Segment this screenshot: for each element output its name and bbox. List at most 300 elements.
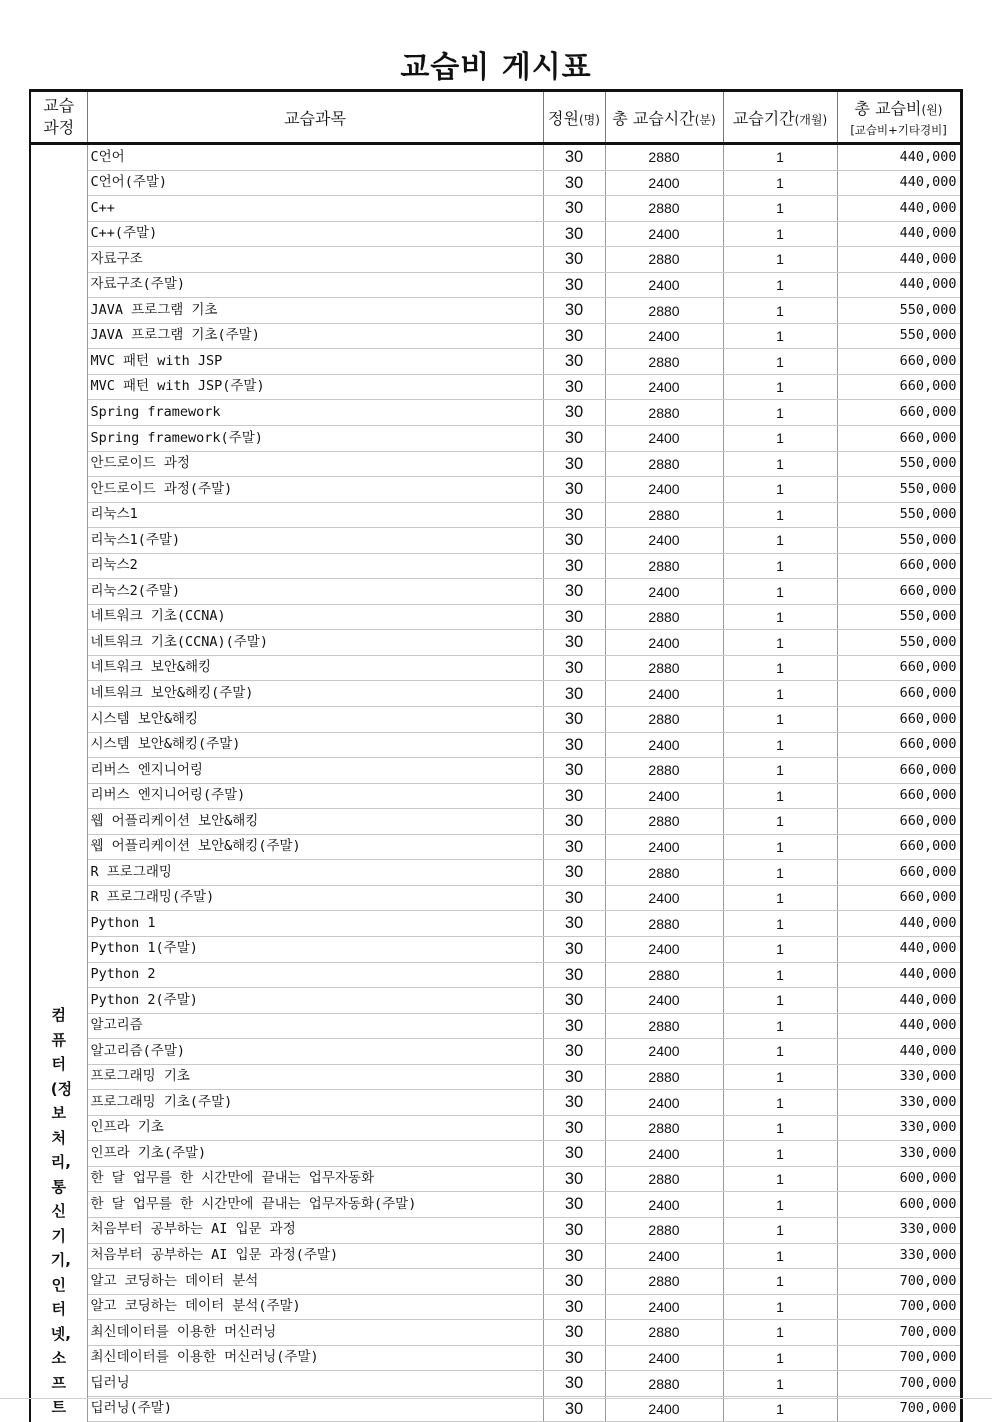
fee-value: 440,000 bbox=[837, 1013, 961, 1039]
capacity-value: 30 bbox=[543, 1345, 605, 1371]
table-row bbox=[30, 1320, 961, 1346]
fee-value: 660,000 bbox=[837, 426, 961, 452]
period-value: 1 bbox=[723, 936, 837, 962]
capacity-value: 30 bbox=[543, 809, 605, 835]
total-time-value: 2880 bbox=[605, 247, 723, 273]
header-category: 교습과정 bbox=[30, 91, 87, 144]
capacity-value: 30 bbox=[543, 1192, 605, 1218]
table-row bbox=[30, 144, 961, 171]
total-time-value: 2880 bbox=[605, 655, 723, 681]
capacity-value: 30 bbox=[543, 655, 605, 681]
table-row bbox=[30, 707, 961, 733]
table-row bbox=[30, 885, 961, 911]
total-time-value: 2400 bbox=[605, 528, 723, 554]
fee-value: 440,000 bbox=[837, 272, 961, 298]
capacity-value: 30 bbox=[543, 1039, 605, 1065]
course-name: 시스템 보안&해킹 bbox=[87, 707, 543, 733]
course-name: 프로그래밍 기초 bbox=[87, 1064, 543, 1090]
total-time-value: 2880 bbox=[605, 451, 723, 477]
capacity-value: 30 bbox=[543, 1166, 605, 1192]
table-row bbox=[30, 630, 961, 656]
period-value: 1 bbox=[723, 604, 837, 630]
table-row bbox=[30, 374, 961, 400]
fee-value: 660,000 bbox=[837, 783, 961, 809]
capacity-value: 30 bbox=[543, 1243, 605, 1269]
total-time-value: 2400 bbox=[605, 732, 723, 758]
total-time-value: 2880 bbox=[605, 758, 723, 784]
period-value: 1 bbox=[723, 834, 837, 860]
header-capacity: 정원(명) bbox=[543, 91, 605, 144]
table-row bbox=[30, 349, 961, 375]
period-value: 1 bbox=[723, 860, 837, 886]
total-time-value: 2880 bbox=[605, 707, 723, 733]
fee-value: 660,000 bbox=[837, 809, 961, 835]
total-time-value: 2400 bbox=[605, 477, 723, 503]
category-label: 컴퓨터(정보처리,통신기기,인터넷,소프트 bbox=[50, 1006, 73, 1417]
fee-value: 330,000 bbox=[837, 1243, 961, 1269]
total-time-value: 2880 bbox=[605, 1269, 723, 1295]
fee-value: 700,000 bbox=[837, 1396, 961, 1422]
course-name: C언어 bbox=[87, 144, 543, 171]
period-value: 1 bbox=[723, 988, 837, 1014]
fee-value: 550,000 bbox=[837, 323, 961, 349]
fee-value: 660,000 bbox=[837, 349, 961, 375]
table-row bbox=[30, 1039, 961, 1065]
header-fee: 총 교습비(원) [교습비+기타경비] bbox=[837, 91, 961, 144]
course-name: C++ bbox=[87, 196, 543, 222]
fee-value: 550,000 bbox=[837, 528, 961, 554]
table-row bbox=[30, 604, 961, 630]
total-time-value: 2880 bbox=[605, 400, 723, 426]
capacity-value: 30 bbox=[543, 144, 605, 171]
course-name: 처음부터 공부하는 AI 입문 과정 bbox=[87, 1217, 543, 1243]
fee-value: 700,000 bbox=[837, 1345, 961, 1371]
course-name: JAVA 프로그램 기초 bbox=[87, 298, 543, 324]
total-time-value: 2880 bbox=[605, 1371, 723, 1397]
course-name: 알고 코딩하는 데이터 분석(주말) bbox=[87, 1294, 543, 1320]
category-cell bbox=[30, 144, 87, 1422]
total-time-value: 2880 bbox=[605, 1166, 723, 1192]
capacity-value: 30 bbox=[543, 707, 605, 733]
bottom-divider bbox=[0, 1398, 992, 1399]
header-total-time: 총 교습시간(분) bbox=[605, 91, 723, 144]
fee-value: 550,000 bbox=[837, 502, 961, 528]
total-time-value: 2400 bbox=[605, 1243, 723, 1269]
total-time-value: 2400 bbox=[605, 1294, 723, 1320]
fee-value: 660,000 bbox=[837, 732, 961, 758]
fee-value: 550,000 bbox=[837, 451, 961, 477]
fee-value: 440,000 bbox=[837, 196, 961, 222]
total-time-value: 2400 bbox=[605, 988, 723, 1014]
total-time-value: 2880 bbox=[605, 144, 723, 171]
capacity-value: 30 bbox=[543, 1269, 605, 1295]
capacity-value: 30 bbox=[543, 1217, 605, 1243]
total-time-value: 2400 bbox=[605, 579, 723, 605]
course-name: 리눅스2 bbox=[87, 553, 543, 579]
course-name: Python 1(주말) bbox=[87, 936, 543, 962]
course-name: 안드로이드 과정(주말) bbox=[87, 477, 543, 503]
period-value: 1 bbox=[723, 349, 837, 375]
capacity-value: 30 bbox=[543, 911, 605, 937]
table-row bbox=[30, 1217, 961, 1243]
total-time-value: 2880 bbox=[605, 349, 723, 375]
table-row bbox=[30, 426, 961, 452]
period-value: 1 bbox=[723, 553, 837, 579]
fee-value: 330,000 bbox=[837, 1141, 961, 1167]
period-value: 1 bbox=[723, 1090, 837, 1116]
total-time-value: 2880 bbox=[605, 911, 723, 937]
total-time-value: 2400 bbox=[605, 834, 723, 860]
period-value: 1 bbox=[723, 885, 837, 911]
course-name: 딥러닝(주말) bbox=[87, 1396, 543, 1422]
period-value: 1 bbox=[723, 630, 837, 656]
period-value: 1 bbox=[723, 502, 837, 528]
period-value: 1 bbox=[723, 783, 837, 809]
fee-value: 660,000 bbox=[837, 655, 961, 681]
course-name: 최신데이터를 이용한 머신러닝 bbox=[87, 1320, 543, 1346]
period-value: 1 bbox=[723, 809, 837, 835]
period-value: 1 bbox=[723, 1013, 837, 1039]
period-value: 1 bbox=[723, 1217, 837, 1243]
course-name: 리버스 엔지니어링(주말) bbox=[87, 783, 543, 809]
total-time-value: 2880 bbox=[605, 1064, 723, 1090]
fee-value: 440,000 bbox=[837, 144, 961, 171]
fee-value: 660,000 bbox=[837, 400, 961, 426]
table-row bbox=[30, 1243, 961, 1269]
table-row bbox=[30, 553, 961, 579]
total-time-value: 2880 bbox=[605, 298, 723, 324]
capacity-value: 30 bbox=[543, 630, 605, 656]
table-row bbox=[30, 247, 961, 273]
fee-value: 440,000 bbox=[837, 221, 961, 247]
table-body bbox=[30, 144, 961, 1422]
period-value: 1 bbox=[723, 272, 837, 298]
total-time-value: 2400 bbox=[605, 1141, 723, 1167]
table-row bbox=[30, 1064, 961, 1090]
header-period: 교습기간(개월) bbox=[723, 91, 837, 144]
course-name: 리눅스1(주말) bbox=[87, 528, 543, 554]
fee-value: 660,000 bbox=[837, 681, 961, 707]
course-name: Python 1 bbox=[87, 911, 543, 937]
capacity-value: 30 bbox=[543, 528, 605, 554]
total-time-value: 2400 bbox=[605, 426, 723, 452]
course-name: 네트워크 기초(CCNA)(주말) bbox=[87, 630, 543, 656]
course-name: Python 2(주말) bbox=[87, 988, 543, 1014]
capacity-value: 30 bbox=[543, 962, 605, 988]
fee-value: 660,000 bbox=[837, 885, 961, 911]
table-row bbox=[30, 783, 961, 809]
period-value: 1 bbox=[723, 298, 837, 324]
fee-value: 700,000 bbox=[837, 1320, 961, 1346]
fee-value: 700,000 bbox=[837, 1294, 961, 1320]
period-value: 1 bbox=[723, 400, 837, 426]
table-row bbox=[30, 1294, 961, 1320]
total-time-value: 2400 bbox=[605, 1192, 723, 1218]
total-time-value: 2880 bbox=[605, 962, 723, 988]
period-value: 1 bbox=[723, 1192, 837, 1218]
table-row bbox=[30, 936, 961, 962]
total-time-value: 2400 bbox=[605, 221, 723, 247]
capacity-value: 30 bbox=[543, 374, 605, 400]
table-row bbox=[30, 1371, 961, 1397]
fee-value: 660,000 bbox=[837, 553, 961, 579]
capacity-value: 30 bbox=[543, 298, 605, 324]
fee-value: 700,000 bbox=[837, 1269, 961, 1295]
table-row bbox=[30, 196, 961, 222]
capacity-value: 30 bbox=[543, 1013, 605, 1039]
total-time-value: 2880 bbox=[605, 1217, 723, 1243]
capacity-value: 30 bbox=[543, 885, 605, 911]
course-name: 인프라 기초 bbox=[87, 1115, 543, 1141]
course-name: C++(주말) bbox=[87, 221, 543, 247]
total-time-value: 2880 bbox=[605, 604, 723, 630]
table-row bbox=[30, 323, 961, 349]
course-name: 리눅스2(주말) bbox=[87, 579, 543, 605]
capacity-value: 30 bbox=[543, 1294, 605, 1320]
capacity-value: 30 bbox=[543, 834, 605, 860]
course-name: MVC 패턴 with JSP bbox=[87, 349, 543, 375]
fee-value: 550,000 bbox=[837, 477, 961, 503]
tuition-table bbox=[29, 89, 963, 1422]
course-name: 리눅스1 bbox=[87, 502, 543, 528]
table-row bbox=[30, 1166, 961, 1192]
course-name: 네트워크 기초(CCNA) bbox=[87, 604, 543, 630]
capacity-value: 30 bbox=[543, 1396, 605, 1422]
fee-value: 440,000 bbox=[837, 170, 961, 196]
fee-value: 440,000 bbox=[837, 247, 961, 273]
period-value: 1 bbox=[723, 732, 837, 758]
course-name: JAVA 프로그램 기초(주말) bbox=[87, 323, 543, 349]
period-value: 1 bbox=[723, 323, 837, 349]
period-value: 1 bbox=[723, 1320, 837, 1346]
table-row bbox=[30, 809, 961, 835]
table-row bbox=[30, 272, 961, 298]
table-header bbox=[30, 91, 961, 144]
course-name: 자료구조 bbox=[87, 247, 543, 273]
period-value: 1 bbox=[723, 681, 837, 707]
total-time-value: 2400 bbox=[605, 1090, 723, 1116]
course-name: 안드로이드 과정 bbox=[87, 451, 543, 477]
total-time-value: 2880 bbox=[605, 1115, 723, 1141]
capacity-value: 30 bbox=[543, 732, 605, 758]
fee-value: 550,000 bbox=[837, 630, 961, 656]
table-row bbox=[30, 298, 961, 324]
course-name: 최신데이터를 이용한 머신러닝(주말) bbox=[87, 1345, 543, 1371]
table-row bbox=[30, 1396, 961, 1422]
period-value: 1 bbox=[723, 655, 837, 681]
course-name: 처음부터 공부하는 AI 입문 과정(주말) bbox=[87, 1243, 543, 1269]
fee-value: 660,000 bbox=[837, 860, 961, 886]
table-row bbox=[30, 502, 961, 528]
total-time-value: 2400 bbox=[605, 272, 723, 298]
course-name: 한 달 업무를 한 시간만에 끝내는 업무자동화(주말) bbox=[87, 1192, 543, 1218]
table-row bbox=[30, 1192, 961, 1218]
total-time-value: 2880 bbox=[605, 1013, 723, 1039]
table-row bbox=[30, 860, 961, 886]
capacity-value: 30 bbox=[543, 553, 605, 579]
total-time-value: 2400 bbox=[605, 681, 723, 707]
fee-value: 440,000 bbox=[837, 911, 961, 937]
fee-value: 330,000 bbox=[837, 1217, 961, 1243]
course-name: 웹 어플리케이션 보안&해킹 bbox=[87, 809, 543, 835]
capacity-value: 30 bbox=[543, 936, 605, 962]
capacity-value: 30 bbox=[543, 783, 605, 809]
capacity-value: 30 bbox=[543, 477, 605, 503]
total-time-value: 2400 bbox=[605, 374, 723, 400]
period-value: 1 bbox=[723, 911, 837, 937]
period-value: 1 bbox=[723, 221, 837, 247]
table-row bbox=[30, 655, 961, 681]
period-value: 1 bbox=[723, 170, 837, 196]
period-value: 1 bbox=[723, 451, 837, 477]
course-name: 딥러닝 bbox=[87, 1371, 543, 1397]
capacity-value: 30 bbox=[543, 400, 605, 426]
course-name: Python 2 bbox=[87, 962, 543, 988]
capacity-value: 30 bbox=[543, 221, 605, 247]
total-time-value: 2400 bbox=[605, 1345, 723, 1371]
period-value: 1 bbox=[723, 1243, 837, 1269]
period-value: 1 bbox=[723, 1039, 837, 1065]
table-row bbox=[30, 1345, 961, 1371]
course-name: 프로그래밍 기초(주말) bbox=[87, 1090, 543, 1116]
table-row bbox=[30, 477, 961, 503]
period-value: 1 bbox=[723, 758, 837, 784]
course-name: 네트워크 보안&해킹(주말) bbox=[87, 681, 543, 707]
period-value: 1 bbox=[723, 1115, 837, 1141]
table-row bbox=[30, 988, 961, 1014]
fee-value: 440,000 bbox=[837, 962, 961, 988]
period-value: 1 bbox=[723, 144, 837, 171]
course-name: 자료구조(주말) bbox=[87, 272, 543, 298]
course-name: 한 달 업무를 한 시간만에 끝내는 업무자동화 bbox=[87, 1166, 543, 1192]
fee-value: 440,000 bbox=[837, 936, 961, 962]
table-row bbox=[30, 834, 961, 860]
total-time-value: 2400 bbox=[605, 323, 723, 349]
fee-value: 660,000 bbox=[837, 707, 961, 733]
capacity-value: 30 bbox=[543, 451, 605, 477]
total-time-value: 2400 bbox=[605, 936, 723, 962]
page-title: 교습비 게시표 bbox=[400, 50, 592, 85]
fee-value: 330,000 bbox=[837, 1090, 961, 1116]
table-row bbox=[30, 221, 961, 247]
table-row bbox=[30, 1115, 961, 1141]
course-name: 네트워크 보안&해킹 bbox=[87, 655, 543, 681]
period-value: 1 bbox=[723, 1064, 837, 1090]
period-value: 1 bbox=[723, 528, 837, 554]
fee-value: 660,000 bbox=[837, 834, 961, 860]
table-row bbox=[30, 681, 961, 707]
period-value: 1 bbox=[723, 1345, 837, 1371]
table-row bbox=[30, 579, 961, 605]
fee-value: 550,000 bbox=[837, 604, 961, 630]
table-row bbox=[30, 451, 961, 477]
total-time-value: 2400 bbox=[605, 170, 723, 196]
total-time-value: 2880 bbox=[605, 502, 723, 528]
fee-value: 330,000 bbox=[837, 1115, 961, 1141]
fee-value: 600,000 bbox=[837, 1192, 961, 1218]
course-name: Spring framework(주말) bbox=[87, 426, 543, 452]
capacity-value: 30 bbox=[543, 758, 605, 784]
period-value: 1 bbox=[723, 1269, 837, 1295]
course-name: MVC 패턴 with JSP(주말) bbox=[87, 374, 543, 400]
capacity-value: 30 bbox=[543, 1064, 605, 1090]
period-value: 1 bbox=[723, 1294, 837, 1320]
table-row bbox=[30, 962, 961, 988]
fee-value: 440,000 bbox=[837, 1039, 961, 1065]
capacity-value: 30 bbox=[543, 1320, 605, 1346]
capacity-value: 30 bbox=[543, 170, 605, 196]
table-row bbox=[30, 1269, 961, 1295]
course-name: 시스템 보안&해킹(주말) bbox=[87, 732, 543, 758]
capacity-value: 30 bbox=[543, 1141, 605, 1167]
course-name: R 프로그래밍 bbox=[87, 860, 543, 886]
total-time-value: 2880 bbox=[605, 196, 723, 222]
course-name: 알고리즘 bbox=[87, 1013, 543, 1039]
total-time-value: 2400 bbox=[605, 1396, 723, 1422]
table-row bbox=[30, 1141, 961, 1167]
fee-value: 700,000 bbox=[837, 1371, 961, 1397]
table-row bbox=[30, 1013, 961, 1039]
capacity-value: 30 bbox=[543, 604, 605, 630]
capacity-value: 30 bbox=[543, 247, 605, 273]
table-row bbox=[30, 758, 961, 784]
period-value: 1 bbox=[723, 426, 837, 452]
period-value: 1 bbox=[723, 962, 837, 988]
fee-value: 660,000 bbox=[837, 374, 961, 400]
total-time-value: 2880 bbox=[605, 1320, 723, 1346]
course-name: Spring framework bbox=[87, 400, 543, 426]
capacity-value: 30 bbox=[543, 349, 605, 375]
capacity-value: 30 bbox=[543, 272, 605, 298]
period-value: 1 bbox=[723, 196, 837, 222]
capacity-value: 30 bbox=[543, 426, 605, 452]
capacity-value: 30 bbox=[543, 1090, 605, 1116]
total-time-value: 2880 bbox=[605, 860, 723, 886]
course-name: 리버스 엔지니어링 bbox=[87, 758, 543, 784]
table-row bbox=[30, 528, 961, 554]
total-time-value: 2400 bbox=[605, 1039, 723, 1065]
total-time-value: 2400 bbox=[605, 783, 723, 809]
period-value: 1 bbox=[723, 1396, 837, 1422]
capacity-value: 30 bbox=[543, 323, 605, 349]
fee-value: 660,000 bbox=[837, 758, 961, 784]
capacity-value: 30 bbox=[543, 681, 605, 707]
period-value: 1 bbox=[723, 477, 837, 503]
capacity-value: 30 bbox=[543, 196, 605, 222]
capacity-value: 30 bbox=[543, 1115, 605, 1141]
course-name: 알고리즘(주말) bbox=[87, 1039, 543, 1065]
header-course: 교습과목 bbox=[87, 91, 543, 144]
capacity-value: 30 bbox=[543, 502, 605, 528]
course-name: 인프라 기초(주말) bbox=[87, 1141, 543, 1167]
course-name: 웹 어플리케이션 보안&해킹(주말) bbox=[87, 834, 543, 860]
period-value: 1 bbox=[723, 1166, 837, 1192]
table-row bbox=[30, 911, 961, 937]
course-name: R 프로그래밍(주말) bbox=[87, 885, 543, 911]
table-row bbox=[30, 170, 961, 196]
fee-value: 440,000 bbox=[837, 988, 961, 1014]
fee-value: 660,000 bbox=[837, 579, 961, 605]
course-name: C언어(주말) bbox=[87, 170, 543, 196]
capacity-value: 30 bbox=[543, 988, 605, 1014]
capacity-value: 30 bbox=[543, 860, 605, 886]
fee-value: 330,000 bbox=[837, 1064, 961, 1090]
total-time-value: 2880 bbox=[605, 809, 723, 835]
period-value: 1 bbox=[723, 374, 837, 400]
capacity-value: 30 bbox=[543, 579, 605, 605]
table-row bbox=[30, 732, 961, 758]
total-time-value: 2400 bbox=[605, 630, 723, 656]
